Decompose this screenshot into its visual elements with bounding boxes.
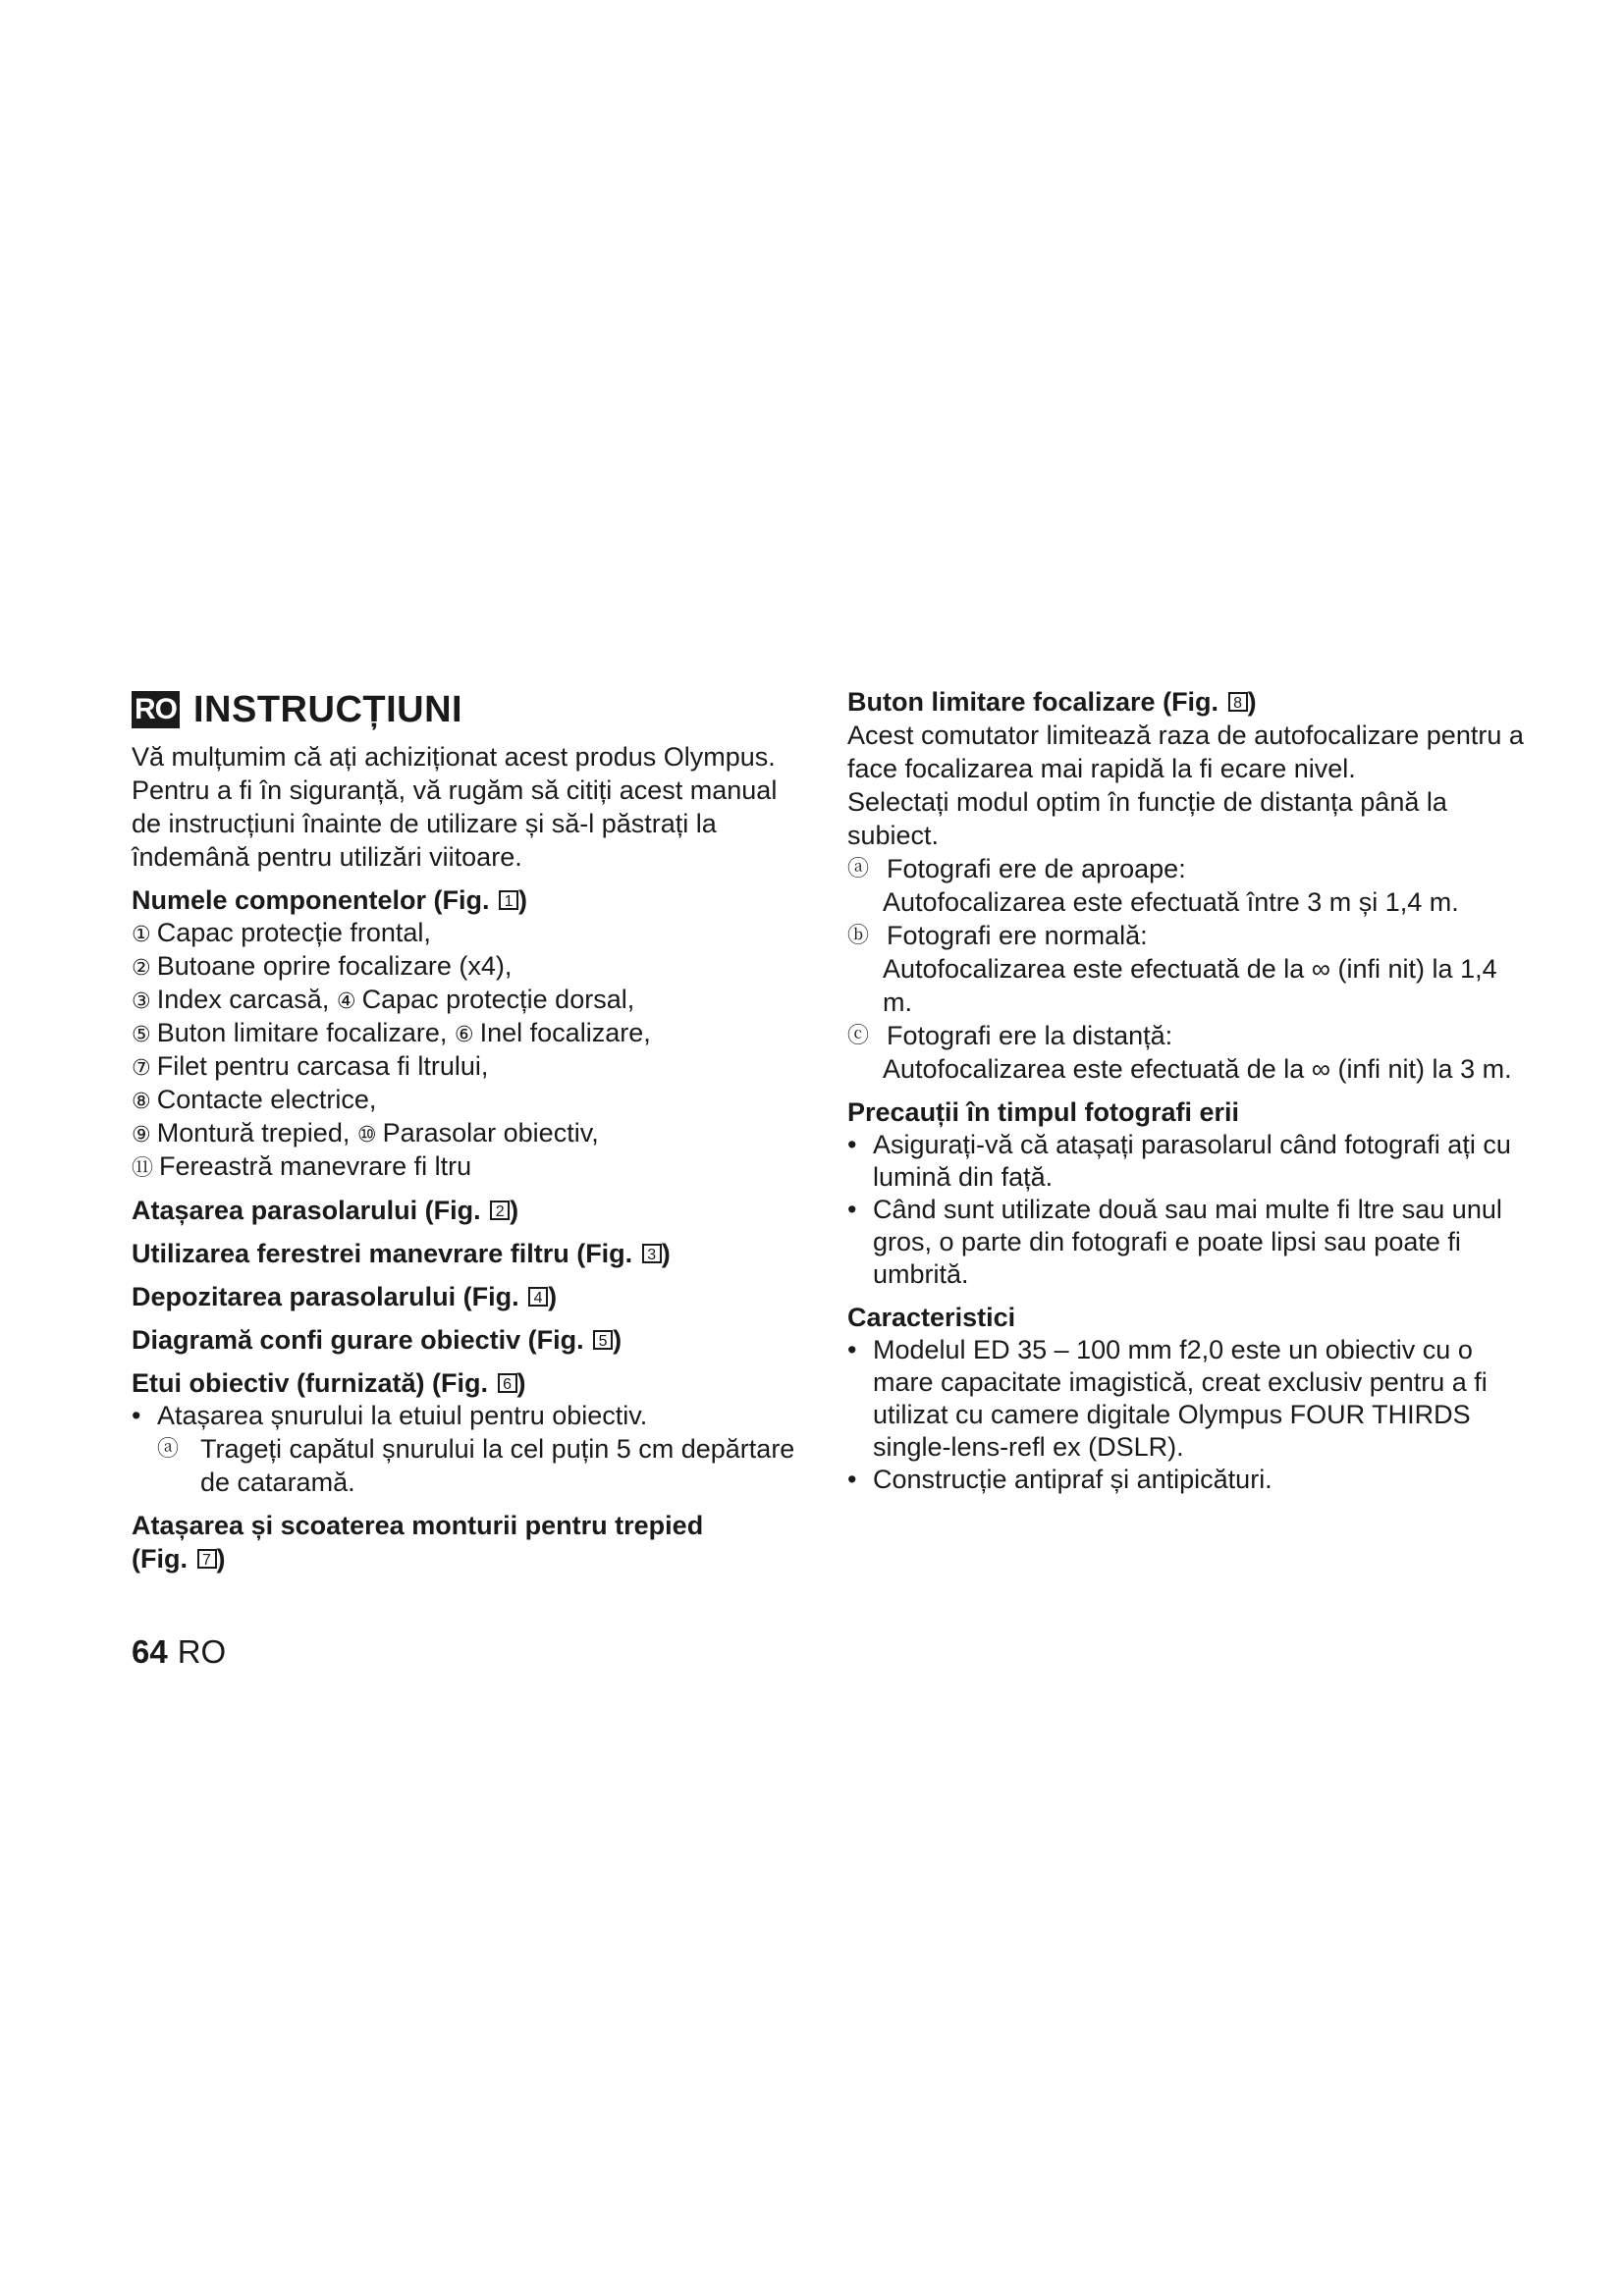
mode-title: Fotografi ere de aproape:	[887, 854, 1186, 883]
fig-ref: 5	[593, 1330, 613, 1350]
component-number: ⑤	[132, 1022, 151, 1046]
section-heading-close: )	[516, 1368, 526, 1398]
component-number: ⑦	[132, 1055, 151, 1080]
fig-ref: 6	[498, 1373, 517, 1393]
title-row	[132, 685, 799, 734]
list-item-text: Când sunt utilizate două sau mai multe fi ltre sau unul gros, o parte din fotografi e poate lipsi sau poate fi umbrită.	[873, 1195, 1502, 1289]
component-number: ③	[132, 988, 151, 1013]
component-name: Index carcasă,	[156, 985, 330, 1014]
section-heading	[132, 1366, 799, 1400]
component-name: Contacte electrice,	[156, 1085, 377, 1114]
tripod-heading: Atașarea și scoaterea monturii pentru trepied (Fig. 7 )	[132, 1511, 704, 1574]
page-number-value: 64	[132, 1633, 168, 1670]
component-name: Capac protecție frontal,	[156, 918, 431, 947]
component-line	[132, 950, 799, 984]
section-heading	[132, 1237, 799, 1270]
section-heading-close: )	[548, 1282, 558, 1311]
component-number: ⑪	[132, 1155, 154, 1180]
bullet-dot: •	[847, 1335, 857, 1364]
component-name: Capac protecție dorsal,	[361, 985, 635, 1014]
components-list	[132, 917, 799, 1184]
fig-ref: 4	[528, 1287, 548, 1307]
component-number: ④	[336, 988, 356, 1013]
focus-limit-paragraph-2: Selectați modul optim în funcție de distanța până la subiect.	[847, 787, 1447, 850]
bullet-dot: •	[847, 1195, 857, 1224]
characteristics-heading: Caracteristici	[847, 1303, 1016, 1332]
fig-ref: 3	[642, 1244, 662, 1263]
component-number: ⑧	[132, 1089, 151, 1113]
list-item	[847, 1464, 1525, 1496]
component-name: Fereastră manevrare fi ltru	[159, 1151, 472, 1181]
component-line	[132, 1084, 799, 1117]
list-item	[847, 1129, 1525, 1194]
focus-limit-paragraph: Acest comutator limitează raza de autofocalizare pentru a face focalizarea mai rapidă la fi ecare nivel.	[847, 721, 1524, 783]
component-number: ①	[132, 922, 151, 946]
section-heading-text: Depozitarea parasolarului (Fig.	[132, 1282, 519, 1311]
mode-description: Autofocalizarea este efectuată de la ∞ (infi nit) la 1,4 m.	[883, 954, 1497, 1017]
etui-sub-item	[132, 1432, 799, 1499]
component-line	[132, 1117, 799, 1150]
component-name: Inel focalizare,	[479, 1018, 651, 1047]
page-language: RO	[177, 1633, 227, 1670]
etui-sub-text: Trageți capătul șnurului la cel puțin 5 cm depărtare de cataramă.	[200, 1434, 795, 1497]
focus-mode-item	[847, 919, 1525, 952]
bullet-dot: •	[132, 1401, 141, 1430]
right-column	[847, 685, 1525, 1496]
components-heading: Numele componentelor (Fig. 1 )	[132, 885, 528, 915]
component-line	[132, 917, 799, 950]
mode-label: ⓑ	[847, 923, 870, 947]
fig-ref-1: 1	[499, 890, 518, 910]
precautions-list	[847, 1129, 1525, 1291]
list-item-text: Construcție antipraf și antipicături.	[873, 1465, 1272, 1494]
mode-title: Fotografi ere la distanță:	[887, 1021, 1173, 1050]
focus-limit-heading: Buton limitare focalizare (Fig. 8 )	[847, 687, 1257, 717]
language-badge: RO	[132, 691, 180, 728]
fig-ref-7: 7	[197, 1549, 217, 1569]
bullet-dot: •	[847, 1130, 857, 1159]
mode-description: Autofocalizarea este efectuată între 3 m și 1,4 m.	[883, 887, 1459, 917]
section-heading	[132, 1194, 799, 1227]
component-line	[132, 1150, 799, 1184]
component-name: Butoane oprire focalizare (x4),	[156, 951, 513, 981]
component-line	[132, 1017, 799, 1050]
section-heading-text: Utilizarea ferestrei manevrare filtru (Fig.	[132, 1239, 633, 1268]
fig-ref-8: 8	[1228, 692, 1248, 712]
characteristics-list	[847, 1334, 1525, 1496]
list-item	[847, 1334, 1525, 1464]
mode-title: Fotografi ere normală:	[887, 921, 1148, 950]
component-name: Montură trepied,	[156, 1118, 351, 1148]
mode-label: ⓐ	[847, 856, 870, 881]
section-heading	[132, 1280, 799, 1313]
section-heading-text: Atașarea parasolarului (Fig.	[132, 1196, 481, 1225]
section-heading-text: Etui obiectiv (furnizată) (Fig.	[132, 1368, 488, 1398]
intro-paragraph: Vă mulțumim că ați achiziționat acest produs Olympus. Pentru a fi în siguranță, vă rugăm să citiți acest manual de instrucțiuni înainte de utilizare și să-l păstrați la îndemână pentru utilizări viitoare.	[132, 742, 778, 872]
etui-bullet	[132, 1400, 799, 1432]
component-name: Buton limitare focalizare,	[156, 1018, 448, 1047]
focus-mode-item	[847, 852, 1525, 885]
mode-label: ⓒ	[847, 1023, 870, 1047]
list-item	[847, 1194, 1525, 1291]
left-column	[132, 685, 799, 1575]
focus-modes-list	[847, 852, 1525, 1086]
component-number: ⑩	[356, 1122, 377, 1147]
left-sections	[132, 1194, 799, 1400]
page-number	[132, 1633, 226, 1671]
sub-label: ⓐ	[157, 1436, 180, 1461]
list-item-text: Modelul ED 35 – 100 mm f2,0 este un obiectiv cu o mare capacitate imagistică, creat exclusiv pentru a fi utilizat cu camere digitale Olympus FOUR THIRDS single-lens-refl ex (DSLR).	[873, 1335, 1488, 1462]
component-number: ⑥	[454, 1022, 474, 1046]
list-item-text: Asigurați-vă că atașați parasolarul când fotografi ați cu lumină din față.	[873, 1130, 1511, 1192]
bullet-dot: •	[847, 1465, 857, 1494]
component-name: Filet pentru carcasa fi ltrului,	[156, 1051, 489, 1081]
focus-mode-item	[847, 1019, 1525, 1052]
section-heading-close: )	[510, 1196, 519, 1225]
component-line	[132, 1050, 799, 1084]
mode-description: Autofocalizarea este efectuată de la ∞ (infi nit) la 3 m.	[883, 1054, 1512, 1084]
component-number: ⑨	[132, 1122, 151, 1147]
page-title: INSTRUCȚIUNI	[193, 688, 463, 730]
etui-bullet-text: Atașarea șnurului la etuiul pentru obiectiv.	[157, 1401, 648, 1430]
component-number: ②	[132, 955, 151, 980]
section-heading	[132, 1323, 799, 1357]
component-name: Parasolar obiectiv,	[382, 1118, 599, 1148]
section-heading-text: Diagramă confi gurare obiectiv (Fig.	[132, 1325, 584, 1355]
fig-ref: 2	[490, 1201, 510, 1220]
precautions-heading: Precauții în timpul fotografi erii	[847, 1097, 1240, 1127]
section-heading-close: )	[661, 1239, 671, 1268]
component-line	[132, 984, 799, 1017]
section-heading-close: )	[613, 1325, 623, 1355]
